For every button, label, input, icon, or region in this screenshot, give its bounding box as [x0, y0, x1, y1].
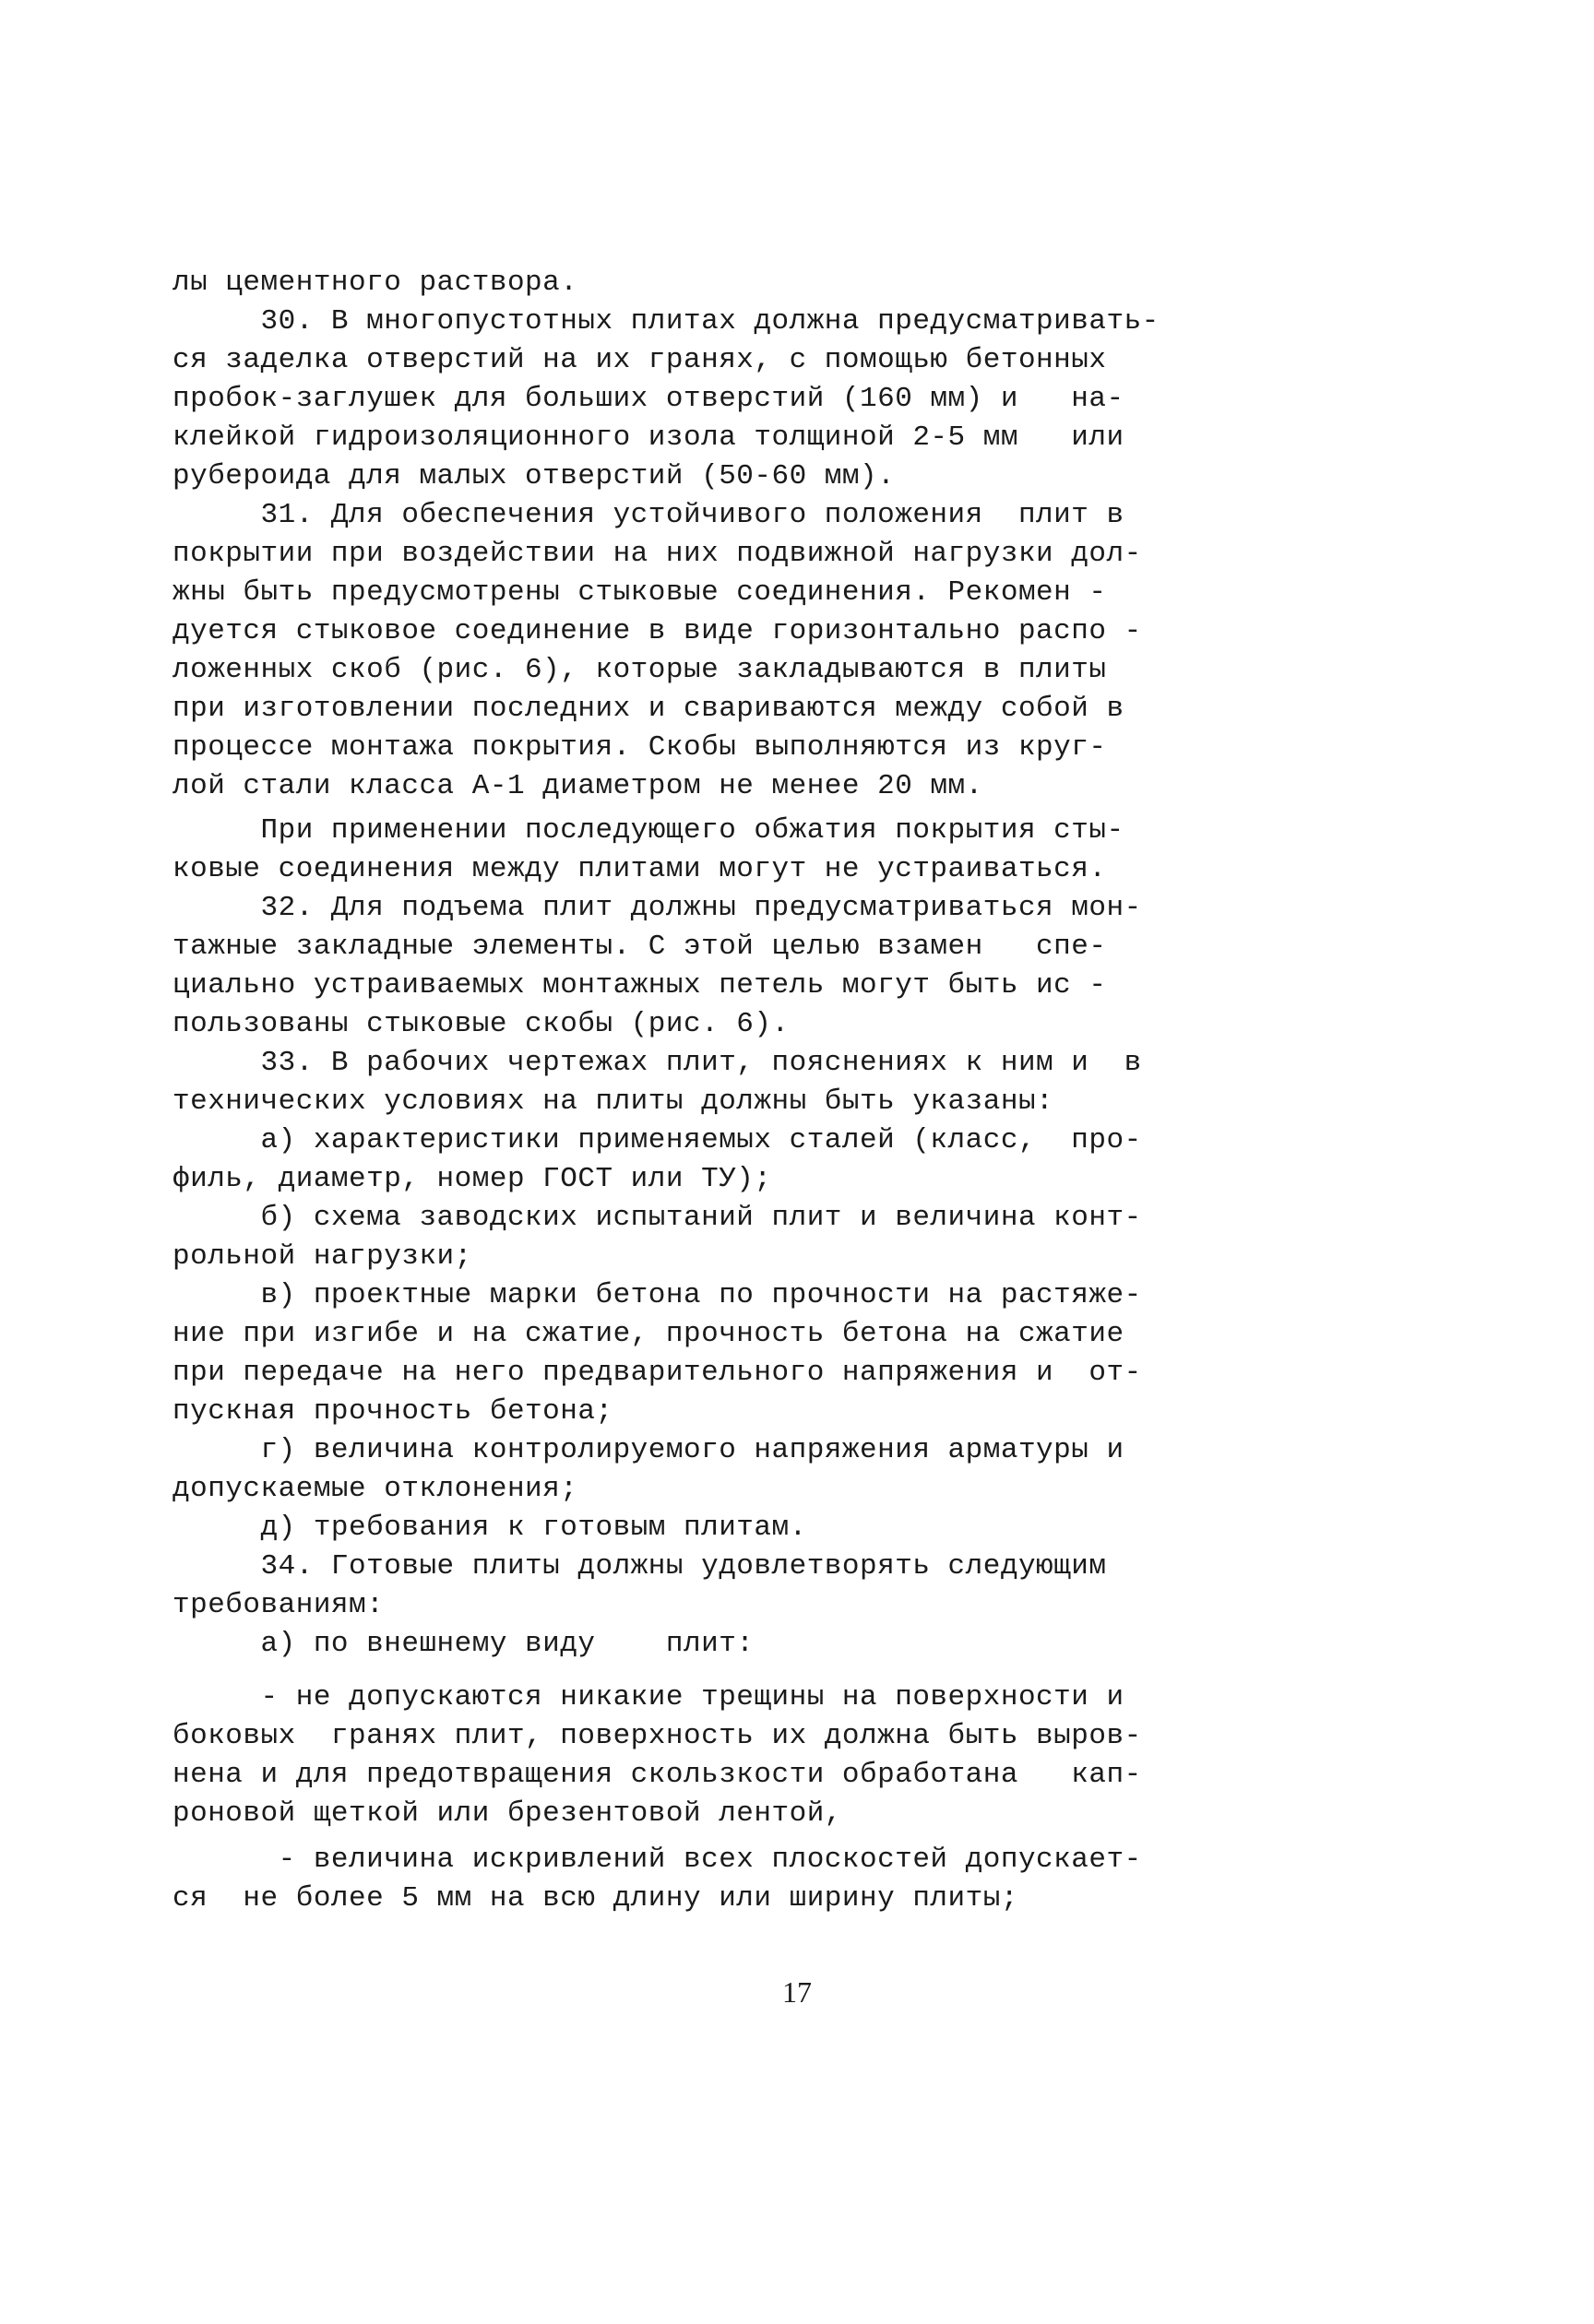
- text-line: лы цементного раствора.: [172, 267, 578, 299]
- text-line: в) проектные марки бетона по прочности на растяже-: [172, 1279, 1142, 1311]
- text-line: ковые соединения между плитами могут не устраиваться.: [172, 853, 1107, 885]
- text-line: лой стали класса А-1 диаметром не менее 20 мм.: [172, 770, 983, 802]
- text-line: циально устраиваемых монтажных петель могут быть ис -: [172, 969, 1107, 1002]
- text-line: пробок-заглушек для больших отверстий (160 мм) и на-: [172, 383, 1124, 415]
- text-line: - величина искривлений всех плоскостей допускает-: [172, 1844, 1142, 1876]
- text-line: филь, диаметр, номер ГОСТ или ТУ);: [172, 1163, 772, 1195]
- text-line: ние при изгибе и на сжатие, прочность бетона на сжатие: [172, 1318, 1124, 1350]
- text-line: пускная прочность бетона;: [172, 1395, 613, 1428]
- text-line: ся не более 5 мм на всю длину или ширину плиты;: [172, 1882, 1018, 1915]
- text-line: ся заделка отверстий на их гранях, с помощью бетонных: [172, 344, 1107, 376]
- text-line: тажные закладные элементы. С этой целью взамен спе-: [172, 931, 1107, 963]
- text-line: 31. Для обеспечения устойчивого положения плит в: [172, 499, 1124, 531]
- text-line: 33. В рабочих чертежах плит, пояснениях к ним и в: [172, 1047, 1142, 1079]
- text-line: требованиям:: [172, 1589, 385, 1621]
- text-line: 34. Готовые плиты должны удовлетворять следующим: [172, 1550, 1107, 1583]
- text-line: При применении последующего обжатия покрытия сты-: [172, 814, 1124, 847]
- text-line: - не допускаются никакие трещины на поверхности и: [172, 1681, 1124, 1713]
- text-line: допускаемые отклонения;: [172, 1473, 578, 1505]
- text-line: процессе монтажа покрытия. Скобы выполняются из круг-: [172, 731, 1107, 764]
- text-line: г) величина контролируемого напряжения арматуры и: [172, 1434, 1124, 1466]
- text-line: пользованы стыковые скобы (рис. 6).: [172, 1008, 790, 1040]
- text-line: жны быть предусмотрены стыковые соединения. Рекомен -: [172, 576, 1107, 609]
- text-line: дуется стыковое соединение в виде горизонтально распо -: [172, 615, 1142, 647]
- text-line: 32. Для подъема плит должны предусматриваться мон-: [172, 892, 1142, 924]
- text-line: боковых гранях плит, поверхность их должна быть выров-: [172, 1720, 1142, 1752]
- text-line: роновой щеткой или брезентовой лентой,: [172, 1797, 842, 1830]
- text-line: при изготовлении последних и свариваются между собой в: [172, 693, 1124, 725]
- text-line: при передаче на него предварительного напряжения и от-: [172, 1357, 1142, 1389]
- text-line: а) по внешнему виду плит:: [172, 1628, 755, 1660]
- text-line: б) схема заводских испытаний плит и величина конт-: [172, 1202, 1142, 1234]
- text-line: рольной нагрузки;: [172, 1240, 472, 1273]
- text-line: нена и для предотвращения скользкости обработана кап-: [172, 1759, 1142, 1791]
- text-line: д) требования к готовым плитам.: [172, 1512, 807, 1544]
- text-line: 30. В многопустотных плитах должна предусматривать-: [172, 305, 1160, 338]
- text-line: технических условиях на плиты должны быть указаны:: [172, 1085, 1054, 1118]
- page-number: 17: [782, 1975, 812, 2009]
- text-line: а) характеристики применяемых сталей (класс, про-: [172, 1124, 1142, 1156]
- text-line: покрытии при воздействии на них подвижной нагрузки дол-: [172, 538, 1142, 570]
- text-line: клейкой гидроизоляционного изола толщиной 2-5 мм или: [172, 421, 1124, 454]
- text-line: рубероида для малых отверстий (50-60 мм).: [172, 460, 896, 492]
- text-line: ложенных скоб (рис. 6), которые закладываются в плиты: [172, 654, 1107, 686]
